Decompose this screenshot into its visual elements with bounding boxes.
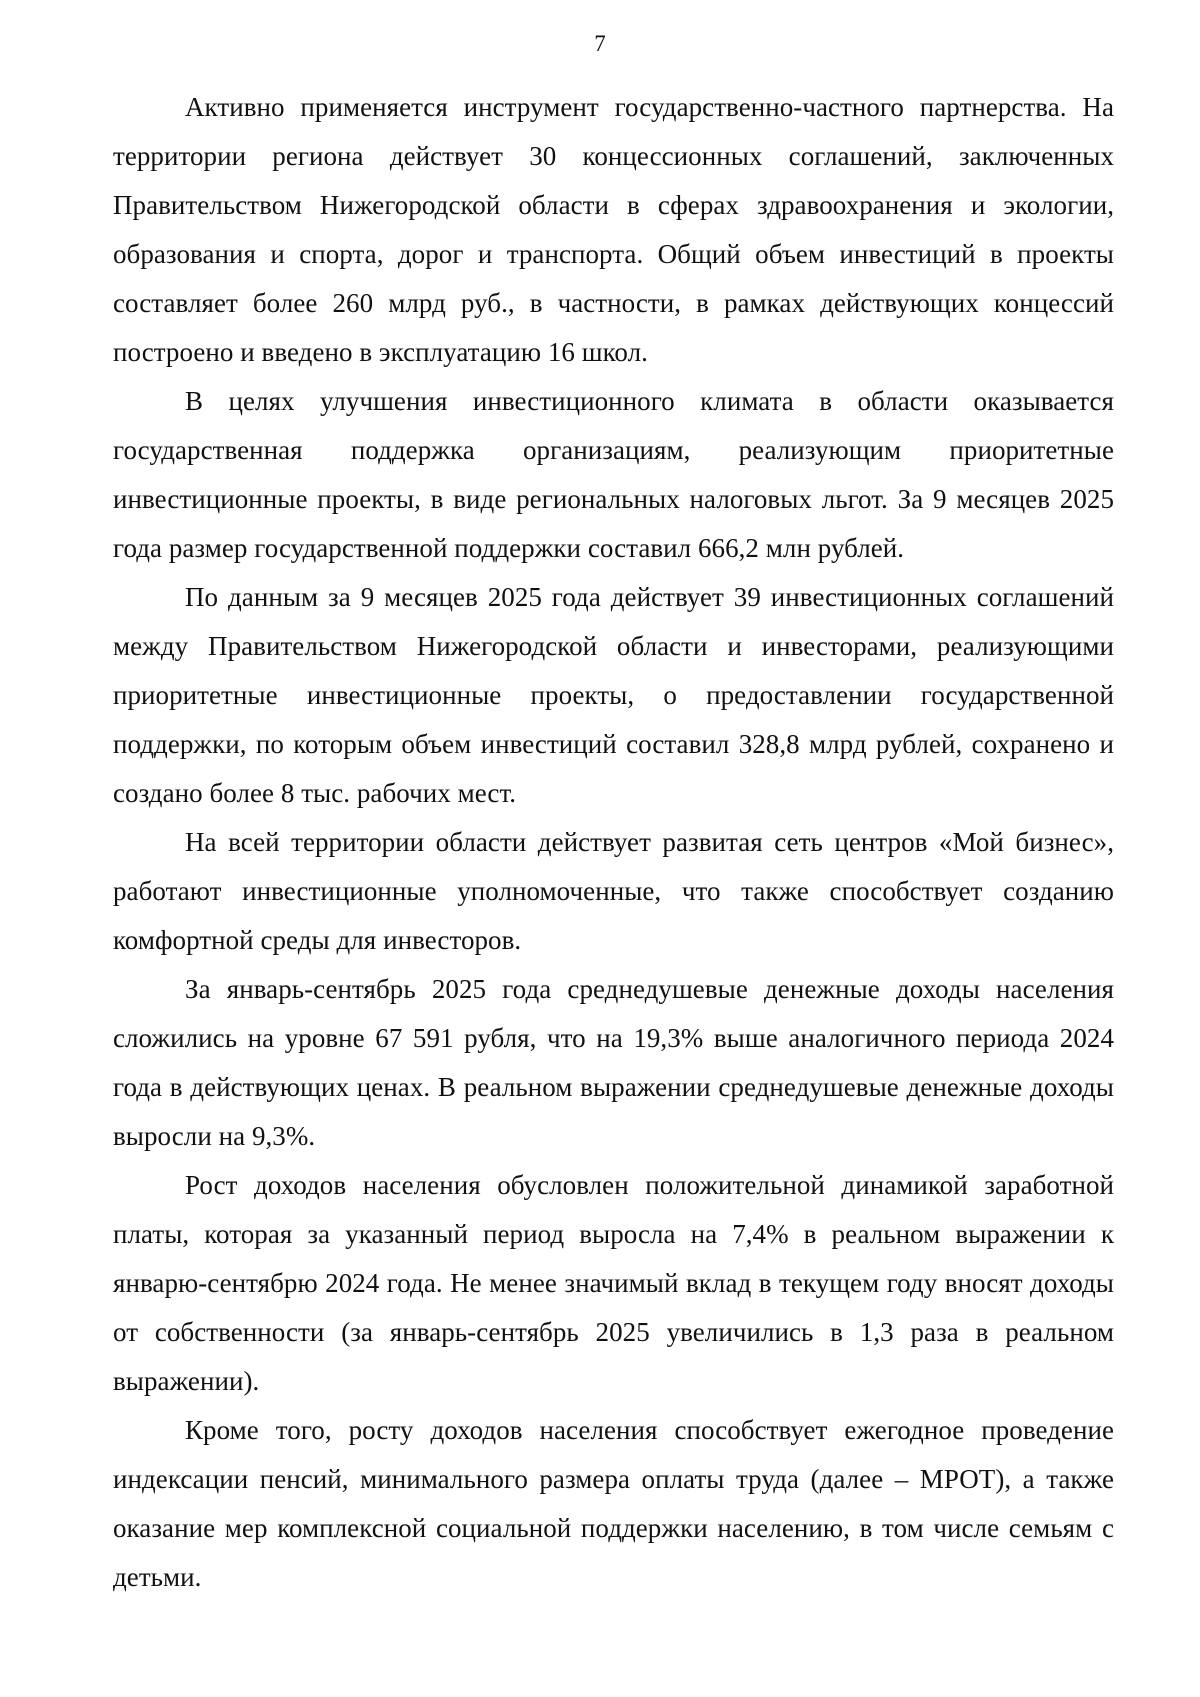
paragraph-business-centers: На всей территории области действует развитая сеть центров «Мой бизнес», работают инвестиционные уполномоченные, что также способствует созданию комфортной среды для инвесторов.: [113, 827, 1114, 955]
paragraph-tax-benefits: В целях улучшения инвестиционного климата в области оказывается государственная поддержка организациям, реализующим приоритетные инвестиционные проекты, в виде региональных налоговых льгот. За 9 месяцев 2025 года размер государственной поддержки составил 666,2 млн рублей.: [113, 386, 1114, 563]
paragraph-ppp-concessions: Активно применяется инструмент государственно-частного партнерства. На территории региона действует 30 концессионных соглашений, заключенных Правительством Нижегородской области в сферах здравоохранения и экологии, образования и спорта, дорог и транспорта. Общий объем инвестиций в проекты составляет более 260 млрд руб., в частности, в рамках действующих концессий построено и введено в эксплуатацию 16 школ.: [113, 92, 1114, 367]
paragraph-income-growth: Рост доходов населения обусловлен положительной динамикой заработной платы, которая за указанный период выросла на 7,4% в реальном выражении к январю-сентябрю 2024 года. Не менее значимый вклад в текущем году вносят доходы от собственности (за январь-сентябрь 2025 увеличились в 1,3 раза в реальном выражении).: [113, 1170, 1114, 1396]
paragraph-social-support: Кроме того, росту доходов населения способствует ежегодное проведение индексации пенсий, минимального размера оплаты труда (далее – МРОТ), а также оказание мер комплексной социальной поддержки населению, в том числе семьям с детьми.: [113, 1415, 1114, 1592]
paragraph-population-income: За январь-сентябрь 2025 года среднедушевые денежные доходы населения сложились на уровне 67 591 рубля, что на 19,3% выше аналогичного периода 2024 года в действующих ценах. В реальном выражении среднедушевые денежные доходы выросли на 9,3%.: [113, 974, 1114, 1151]
document-body: [113, 83, 1114, 1602]
paragraph-investment-agreements: По данным за 9 месяцев 2025 года действует 39 инвестиционных соглашений между Правительством Нижегородской области и инвесторами, реализующими приоритетные инвестиционные проекты, о предоставлении государственной поддержки, по которым объем инвестиций составил 328,8 млрд рублей, сохранено и создано более 8 тыс. рабочих мест.: [113, 582, 1114, 808]
page-number: 7: [594, 31, 606, 56]
